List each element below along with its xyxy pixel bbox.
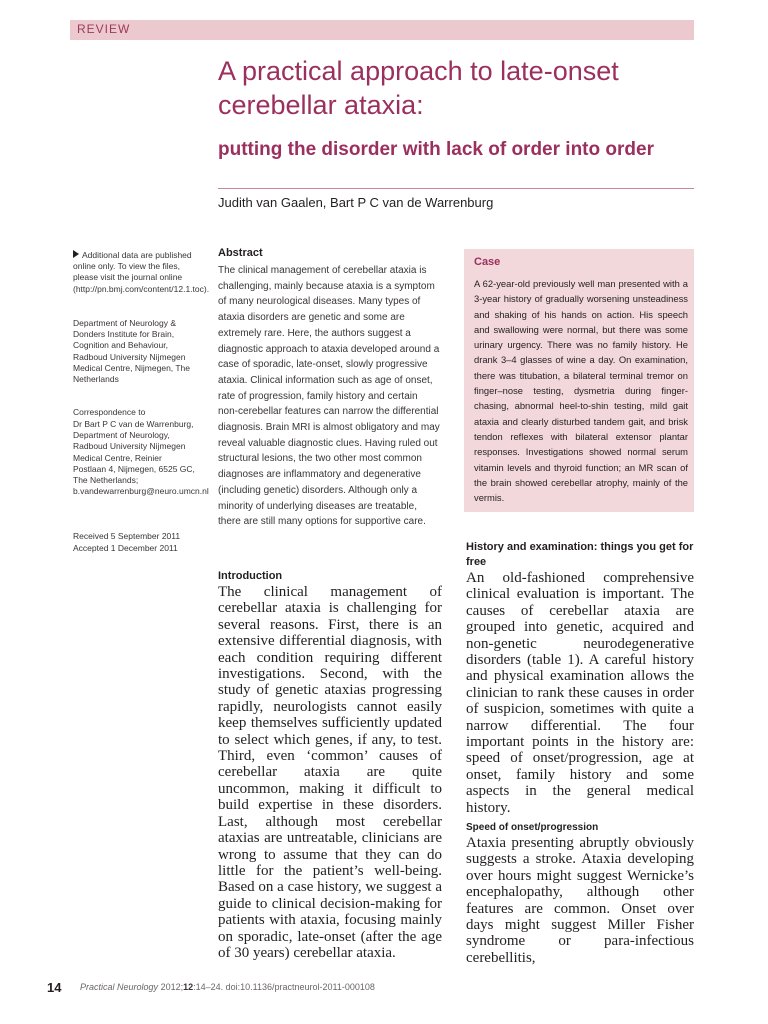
journal-name: Practical Neurology bbox=[80, 982, 159, 992]
accepted-date: Accepted 1 December 2011 bbox=[73, 543, 178, 553]
history-heading: History and examination: things you get for free bbox=[466, 541, 694, 568]
citation-year: 2012; bbox=[160, 982, 184, 992]
introduction-body: The clinical management of cerebellar ataxia is challenging for several reasons. First, there is an extensive differential diagnosis, with each condition requiring different investigations. Second, with the study of genetic ataxias progressing rapidly, neurologists cannot easily keep themselves sufficiently updated to select which genes, if any, to test. Third, even ‘common’ causes of cerebellar ataxia are quite uncommon, making it difficult to build expertise in these disorders. Last, although most cerebellar ataxias are untreatable, clinicians are wrong to assume that they can do little for the patient’s well-being. Based on a case history, we suggest a guide to clinical decision-making for patients with ataxia, focusing mainly on sporadic, late-onset (after the age of 30 years) cerebellar ataxia. bbox=[218, 584, 442, 961]
page-number: 14 bbox=[47, 980, 62, 995]
online-note-text: Additional data are published online only. To view the files, please visit the journal online (http://pn.bmj.com/content/12.1.toc). bbox=[73, 250, 210, 294]
correspondence-heading: Correspondence to bbox=[73, 407, 146, 417]
speed-body: Ataxia presenting abruptly obviously suggests a stroke. Ataxia developing over hours might suggest Wernicke’s encephalopathy, although other features are common. Onset over days might suggest Miller Fisher syndrome or para-infectious cerebellitis, bbox=[466, 835, 694, 966]
case-heading: Case bbox=[474, 256, 501, 268]
title-divider bbox=[218, 188, 694, 189]
online-note bbox=[73, 250, 210, 295]
affiliation: Department of Neurology & Donders Institute for Brain, Cognition and Behaviour, Radboud University Nijmegen Medical Centre, Nijmegen, The Netherlands bbox=[73, 318, 191, 385]
correspondence-address: Dr Bart P C van de Warrenburg, Department of Neurology, Radboud University Nijmegen Medical Centre, Reinier Postlaan 4, Nijmegen, 6525 GC, The Netherlands; b.vandewarrenburg@neuro.umcn.nl bbox=[73, 419, 209, 497]
abstract-body: The clinical management of cerebellar ataxia is challenging, mainly because ataxia is a symptom of many neurological diseases. Many types of ataxia disorders are genetic and some are extremely rare. Here, the authors suggest a diagnostic approach to ataxia developed around a case of sporadic, late-onset, slowly progressive ataxia. Clinical information such as age of onset, rate of progression, family history and certain non-cerebellar features can narrow the differential diagnosis. Brain MRI is almost obligatory and may reveal valuable diagnostic clues. Having ruled out structural lesions, the two other most common diagnoses are inflammatory and degenerative (including genetic) disorders. Although only a minority of underlying diseases are treatable, there are still many options for supportive care. bbox=[218, 265, 440, 528]
citation-volume: 12 bbox=[183, 982, 194, 992]
author-list: Judith van Gaalen, Bart P C van de Warrenburg bbox=[218, 195, 494, 210]
abstract-heading: Abstract bbox=[218, 247, 263, 259]
article-subtitle: putting the disorder with lack of order into order bbox=[218, 139, 654, 160]
introduction-heading: Introduction bbox=[218, 570, 283, 582]
article-title: A practical approach to late-onset cerebellar ataxia: bbox=[218, 56, 619, 120]
case-body: A 62-year-old previously well man presented with a 3-year history of gradually worsening unsteadiness and shaking of his hands on action. His speech and swallowing were normal, but there was some urinary urgency. There was no family history. He drank 3–4 glasses of wine a day. On examination, there was titubation, a bilateral terminal tremor on finger–nose testing, dysmetria during finger-chasing, abnormal heel-to-shin testing, mild gait ataxia and clearly disturbed tandem gait, and brisk tendon reflexes with bilateral extensor plantar responses. Investigations showed normal serum vitamin levels and thyroid function; an MR scan of the brain showed cerebellar atrophy, mainly of the vermis. bbox=[474, 278, 688, 504]
speed-heading: Speed of onset/progression bbox=[466, 822, 599, 833]
citation-doi: :14–24. doi:10.1136/practneurol-2011-000108 bbox=[193, 982, 375, 992]
received-date: Received 5 September 2011 bbox=[73, 531, 181, 541]
arrow-icon bbox=[73, 250, 79, 258]
section-label: REVIEW bbox=[77, 22, 131, 36]
history-body: An old-fashioned comprehensive clinical evaluation is important. The causes of cerebellar ataxia are grouped into genetic, acquired and non-genetic neurodegenerative disorders (table 1). A careful history and physical examination allows the clinician to rank these causes in order of suspicion, sometimes with quite a narrow differential. The four important points in the history are: speed of onset/progression, age at onset, family history and some aspects in the general medical history. bbox=[466, 570, 694, 816]
citation-footer bbox=[80, 982, 375, 992]
section-band bbox=[70, 20, 694, 40]
